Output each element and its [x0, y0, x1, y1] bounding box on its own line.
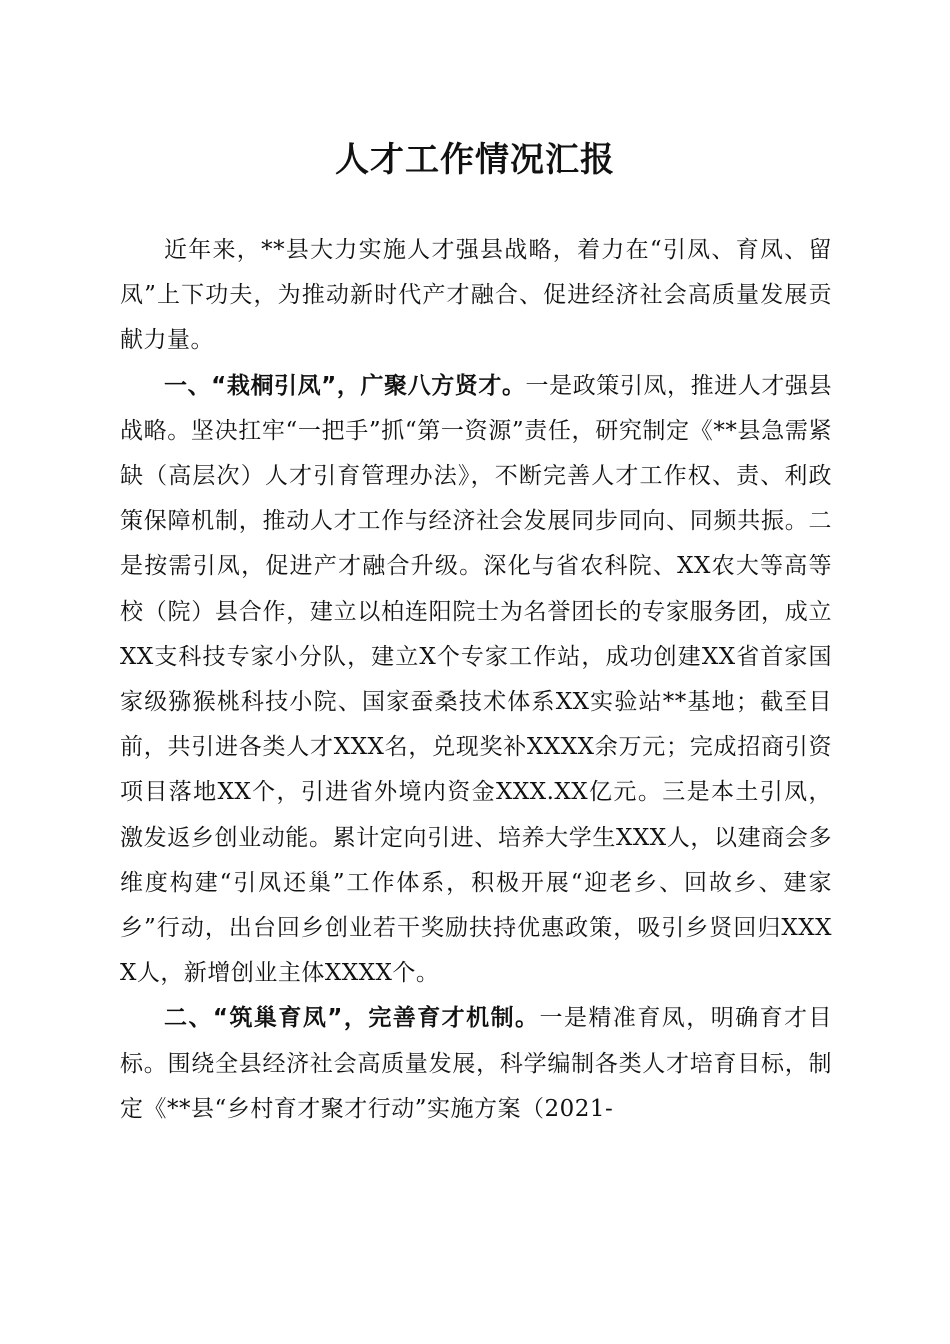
section-heading: 一、“栽桐引凤”，广聚八方贤才。 — [164, 372, 526, 399]
document-title: 人才工作情况汇报 — [335, 140, 615, 180]
section-two-paragraph — [120, 996, 832, 1132]
intro-paragraph — [120, 228, 832, 364]
paragraph-text: 一是精准育凤，明确育才目标。围绕全县经济社会高质量发展，科学编制各类人才培育目标，制定《**县“乡村育才聚才行动”实施方案（2021- — [120, 1005, 833, 1122]
section-heading: 二、“筑巢育凤”，完善育才机制。 — [164, 1005, 540, 1032]
paragraph-text: 一是政策引凤，推进人才强县战略。坚决扛牢“一把手”抓“第一资源”责任，研究制定《**县急需紧缺（高层次）人才引育管理办法》，不断完善人才工作权、责、利政策保障机制，推动人才工作与经济社会发展同步同向、同频共振。二是按需引凤，促进产才融合升级。深化与省农科院、XX农大等高等校（院）县合作，建立以柏连阳院士为名誉团长的专家服务团，成立XX支科技专家小分队，建立X个专家工作站，成功创建XX省首家国家级猕猴桃科技小院、国家蚕桑技术体系XX实验站**基地；截至目前，共引进各类人才XXX名，兑现奖补XXXX余万元；完成招商引资项目落地XX个，引进省外境内资金XXX.XX亿元。三是本土引凤，激发返乡创业动能。累计定向引进、培养大学生XXX人，以建商会多维度构建“引凤还巢”工作体系，积极开展“迎老乡、回故乡、建家乡”行动，出台回乡创业若干奖励扶持优惠政策，吸引乡贤回归XXXX人，新增创业主体XXXX个。 — [120, 372, 833, 987]
paragraph-text: 近年来，**县大力实施人才强县战略，着力在“引凤、育凤、留凤”上下功夫，为推动新时代产才融合、促进经济社会高质量发展贡献力量。 — [120, 237, 832, 354]
section-one-paragraph — [120, 364, 832, 997]
document-body — [120, 228, 832, 1132]
